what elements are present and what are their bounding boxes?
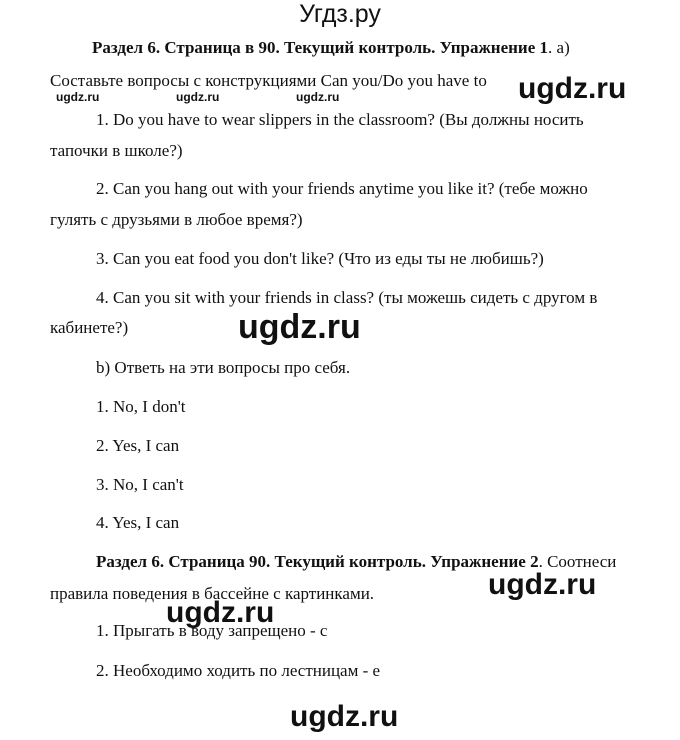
question-1-line-1: 1. Do you have to wear slippers in the classroom? (Вы должны носить: [96, 110, 584, 129]
exercise-1-heading: [92, 38, 570, 58]
question-4-line-1: 4. Can you sit with your friends in class? (ты можешь сидеть с другом в: [96, 288, 598, 307]
rule-1: 1. Прыгать в воду запрещено - с: [96, 621, 328, 640]
question-1-line-2: тапочки в школе?): [50, 141, 183, 160]
rule-2: 2. Необходимо ходить по лестницам - е: [96, 661, 381, 680]
watermark-footer: ugdz.ru: [290, 700, 399, 733]
question-3: 3. Can you eat food you don't like? (Что из еды ты не любишь?): [96, 249, 544, 268]
question-4-line-2: кабинете?): [50, 318, 129, 337]
question-2-line-2: гулять с друзьями в любое время?): [50, 210, 303, 229]
answer-1: 1. No, I don't: [96, 397, 186, 416]
site-title: Угдз.ру: [299, 0, 381, 28]
watermark-small-1: ugdz.ru: [56, 90, 100, 104]
task-b: b) Ответь на эти вопросы про себя.: [96, 358, 351, 377]
watermark-bottom-right: ugdz.ru: [488, 568, 597, 601]
answer-4: 4. Yes, I can: [96, 513, 180, 532]
watermark-top-right: ugdz.ru: [518, 72, 627, 105]
exercise-1-task-a: Составьте вопросы с конструкциями Can you/Do you have to: [50, 71, 487, 90]
answer-3: 3. No, I can't: [96, 475, 184, 494]
exercise-1-heading-bold: Раздел 6. Страница в 90. Текущий контроль. Упражнение 1: [92, 38, 549, 57]
exercise-1-heading-rest: . а): [548, 38, 570, 57]
watermark-bottom-left: ugdz.ru: [166, 596, 275, 629]
exercise-2-heading-line-2: правила поведения в бассейне с картинками.: [50, 584, 375, 603]
exercise-2-heading-rest: . Соотнеси: [538, 552, 617, 571]
watermark-small-2: ugdz.ru: [176, 90, 220, 104]
watermark-middle: ugdz.ru: [238, 308, 361, 346]
question-2-line-1: 2. Can you hang out with your friends anytime you like it? (тебе можно: [96, 179, 588, 198]
answer-2: 2. Yes, I can: [96, 436, 180, 455]
exercise-2-heading-bold: Раздел 6. Страница 90. Текущий контроль. Упражнение 2: [96, 552, 539, 571]
watermark-small-3: ugdz.ru: [296, 90, 340, 104]
